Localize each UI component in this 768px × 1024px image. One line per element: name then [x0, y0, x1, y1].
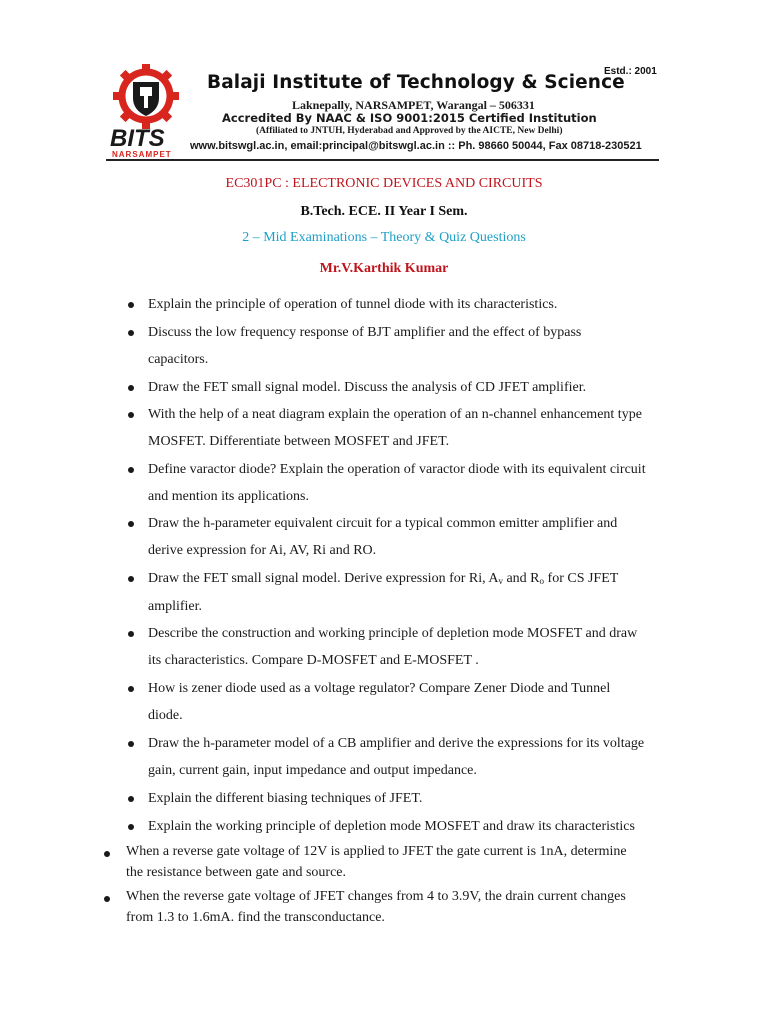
question-item: Explain the different biasing techniques of JFET. [148, 791, 423, 806]
bullet-icon [128, 521, 134, 527]
bullet-icon [128, 741, 134, 747]
question-item: Define varactor diode? Explain the operation of varactor diode with its equivalent circuit and mention its applications. [148, 462, 646, 504]
exam-title: 2 – Mid Examinations – Theory & Quiz Questions [242, 230, 526, 245]
bullet-icon [128, 631, 134, 637]
bullet-icon [128, 467, 134, 473]
author-name: Mr.V.Karthik Kumar [319, 261, 449, 276]
question-item: Explain the working principle of depletion mode MOSFET and draw its characteristics [148, 819, 635, 834]
bullet-icon [128, 824, 134, 830]
branch-title: B.Tech. ECE. II Year I Sem. [300, 204, 468, 219]
question-item: How is zener diode used as a voltage regulator? Compare Zener Diode and Tunnel diode. [148, 681, 611, 723]
question-item: Discuss the low frequency response of BJT amplifier and the effect of bypass capacitors. [148, 325, 582, 367]
bullet-icon [128, 576, 134, 582]
question-item: Draw the h-parameter equivalent circuit for a typical common emitter amplifier and derive expression for Ai, AV, Ri and RO. [148, 516, 618, 558]
question-item: With the help of a neat diagram explain the operation of an n-channel enhancement type MOSFET. Differentiate between MOSFET and JFET. [148, 407, 642, 449]
bullet-icon [128, 686, 134, 692]
bullet-icon [128, 302, 134, 308]
question-item: Draw the FET small signal model. Derive expression for Ri, Av and Ro for CS JFET amplifier. [148, 571, 619, 614]
numerical-item: When the reverse gate voltage of JFET changes from 4 to 3.9V, the drain current changes from 1.3 to 1.6mA. find the transconductance. [126, 889, 626, 925]
bullet-icon [104, 896, 110, 902]
bullet-icon [128, 796, 134, 802]
affiliation-line: (Affiliated to JNTUH, Hyderabad and Approved by the AICTE, New Delhi) [256, 126, 563, 136]
header-divider [106, 159, 659, 161]
question-item: Draw the FET small signal model. Discuss the analysis of CD JFET amplifier. [148, 380, 587, 395]
bullet-icon [128, 385, 134, 391]
bullet-icon [104, 851, 110, 857]
bullet-icon [128, 330, 134, 336]
accreditation-line: Accredited By NAAC & ISO 9001:2015 Certified Institution [222, 111, 597, 125]
established-year: Estd.: 2001 [604, 66, 657, 77]
logo-subtext: NARSAMPET [112, 150, 172, 159]
logo-wordmark: BITS [110, 125, 165, 152]
institute-name: Balaji Institute of Technology & Science [207, 72, 625, 93]
course-title: EC301PC : ELECTRONIC DEVICES AND CIRCUITS [225, 176, 543, 191]
bits-logo [104, 64, 188, 160]
question-item: Draw the h-parameter model of a CB amplifier and derive the expressions for its voltage gain, current gain, input impedance and output impedance. [148, 736, 645, 778]
question-item: Describe the construction and working principle of depletion mode MOSFET and draw its characteristics. Compare D-MOSFET and E-MOSFET . [148, 626, 638, 668]
institute-address: Laknepally, NARSAMPET, Warangal – 506331 [292, 98, 535, 112]
bullet-icon [128, 412, 134, 418]
question-item: Explain the principle of operation of tunnel diode with its characteristics. [148, 297, 558, 312]
contact-line: www.bitswgl.ac.in, email:principal@bitswgl.ac.in :: Ph. 98660 50044, Fax 08718-230521 [190, 140, 642, 152]
numerical-item: When a reverse gate voltage of 12V is applied to JFET the gate current is 1nA, determine the resistance between gate and source. [126, 844, 627, 880]
